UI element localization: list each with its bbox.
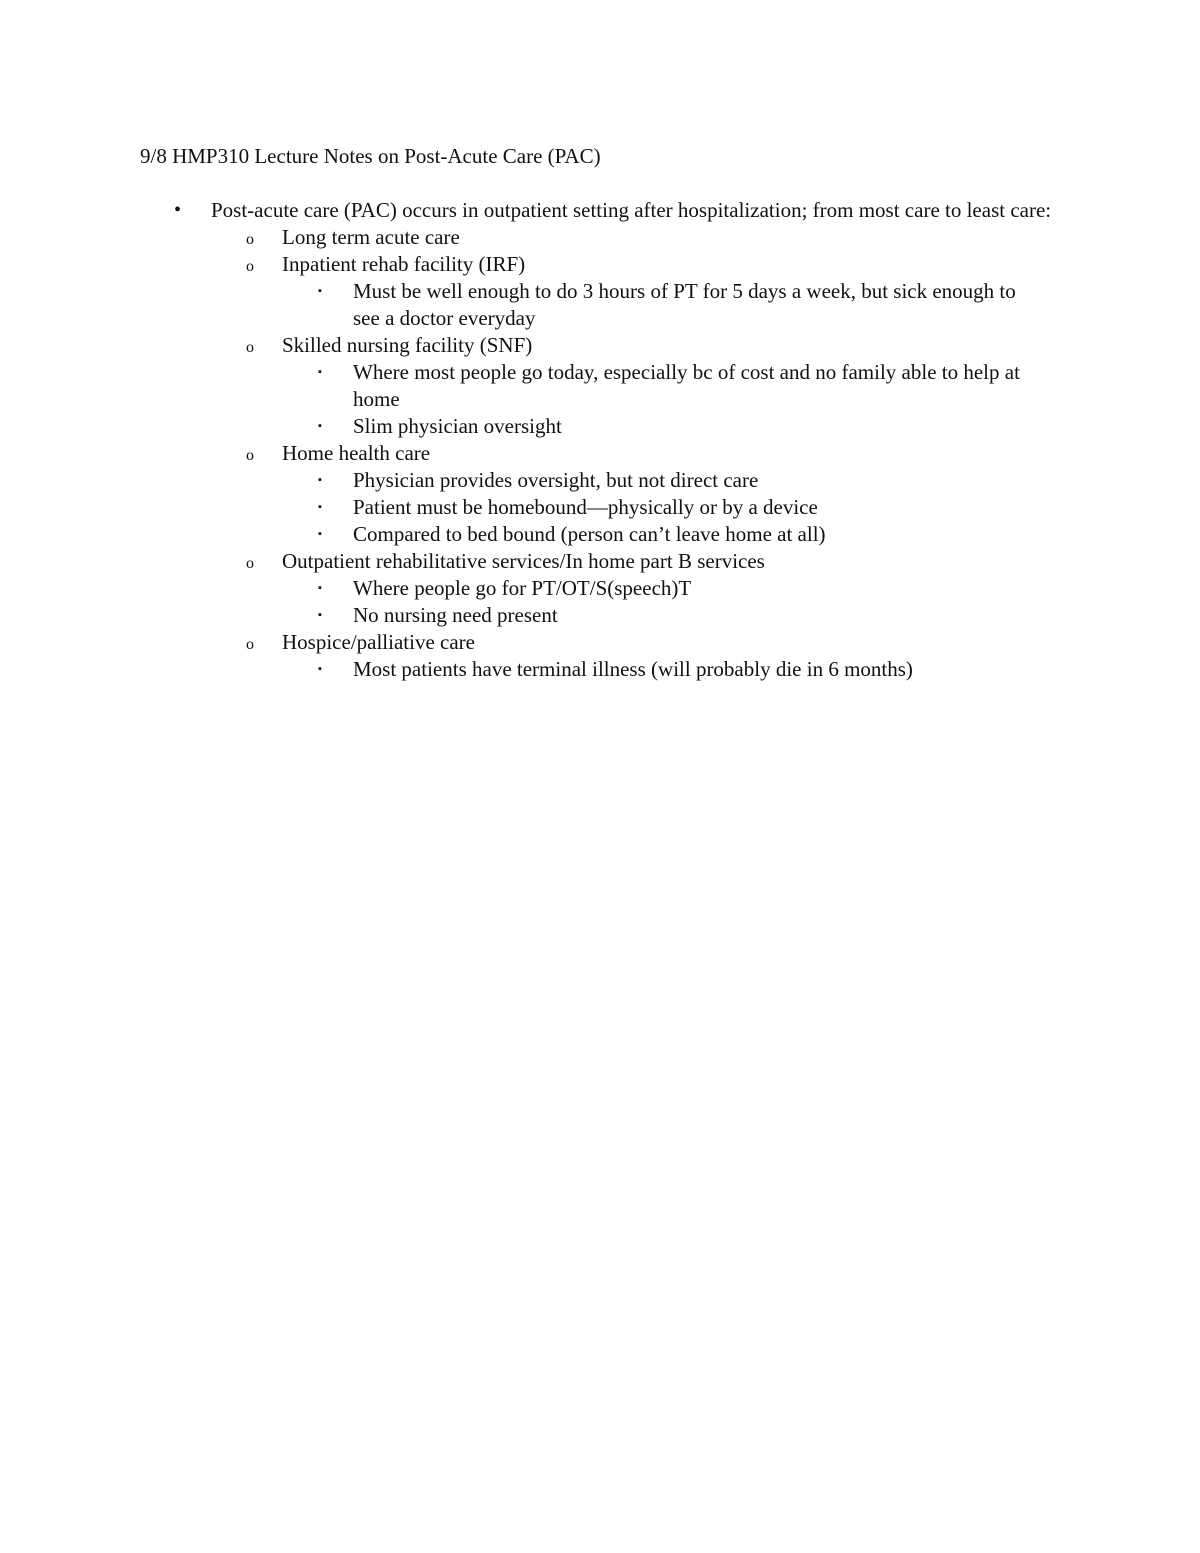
list-item (0, 602, 1200, 629)
section-heading-text: Long term acute care (282, 225, 460, 249)
page-title: 9/8 HMP310 Lecture Notes on Post-Acute Care (PAC) (140, 144, 601, 168)
list-item-text: Patient must be homebound—physically or by a device (353, 495, 818, 519)
square-bullet-icon: ▪ (318, 582, 322, 594)
intro-text: Post-acute care (PAC) occurs in outpatient setting after hospitalization; from most care to least care: (211, 198, 1052, 222)
list-item-text: No nursing need present (353, 603, 558, 627)
list-item (0, 359, 1200, 413)
list-item (0, 575, 1200, 602)
list-item (0, 494, 1200, 521)
square-bullet-icon: ▪ (318, 501, 322, 513)
list-item-text: Must be well enough to do 3 hours of PT for 5 days a week, but sick enough to see a doctor everyday (353, 279, 1016, 330)
square-bullet-icon: ▪ (318, 609, 322, 621)
list-item-text: Compared to bed bound (person can’t leave home at all) (353, 522, 826, 546)
list-item-text: Most patients have terminal illness (will probably die in 6 months) (353, 657, 913, 681)
square-bullet-icon: ▪ (318, 420, 322, 432)
section-heading-text: Outpatient rehabilitative services/In home part B services (282, 549, 765, 573)
square-bullet-icon: ▪ (318, 285, 322, 297)
square-bullet-icon: ▪ (318, 528, 322, 540)
list-item (0, 413, 1200, 440)
list-item-text: Where most people go today, especially bc of cost and no family able to help at home (353, 360, 1020, 411)
section-heading (0, 224, 1200, 251)
circle-bullet-icon: o (246, 636, 254, 653)
circle-bullet-icon: o (246, 231, 254, 248)
circle-bullet-icon: o (246, 258, 254, 275)
list-item (0, 521, 1200, 548)
list-item (0, 656, 1200, 683)
circle-bullet-icon: o (246, 339, 254, 356)
section-heading (0, 629, 1200, 656)
section-heading (0, 548, 1200, 575)
square-bullet-icon: ▪ (318, 663, 322, 675)
list-item (0, 278, 1200, 332)
list-item-text: Slim physician oversight (353, 414, 562, 438)
circle-bullet-icon: o (246, 447, 254, 464)
section-heading (0, 332, 1200, 359)
square-bullet-icon: ▪ (318, 366, 322, 378)
notes-list (0, 197, 1200, 683)
section-heading (0, 440, 1200, 467)
list-item-text: Physician provides oversight, but not direct care (353, 468, 759, 492)
list-item (0, 467, 1200, 494)
bullet-icon: • (174, 199, 182, 221)
square-bullet-icon: ▪ (318, 474, 322, 486)
list-item-intro (0, 197, 1200, 224)
section-heading-text: Skilled nursing facility (SNF) (282, 333, 533, 357)
list-item-text: Where people go for PT/OT/S(speech)T (353, 576, 692, 600)
section-heading-text: Inpatient rehab facility (IRF) (282, 252, 526, 276)
section-heading-text: Hospice/palliative care (282, 630, 475, 654)
circle-bullet-icon: o (246, 555, 254, 572)
section-heading (0, 251, 1200, 278)
section-heading-text: Home health care (282, 441, 431, 465)
